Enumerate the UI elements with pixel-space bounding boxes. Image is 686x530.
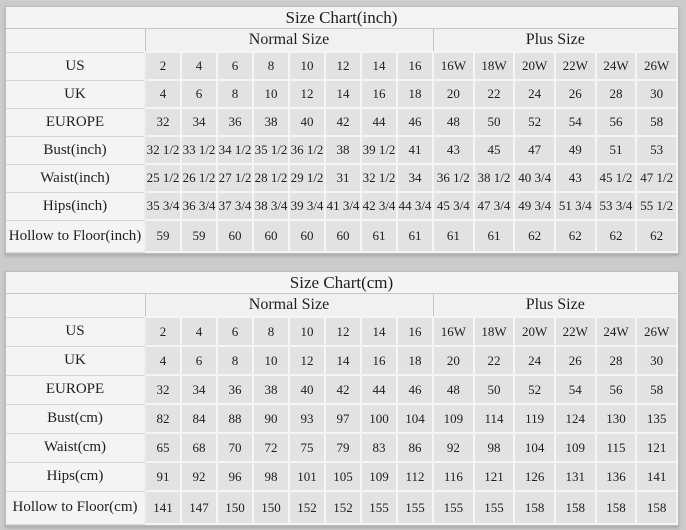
size-value-cell: 52: [514, 108, 555, 136]
size-value-cell: 26 1/2: [181, 164, 217, 192]
group-header-row: [6, 294, 677, 318]
size-value-cell: 91: [145, 462, 181, 491]
size-value-cell: 47: [514, 136, 555, 164]
size-value-cell: 55 1/2: [636, 192, 677, 220]
size-value-cell: 34: [397, 164, 433, 192]
size-value-cell: 105: [325, 462, 361, 491]
size-value-cell: 36: [217, 108, 253, 136]
size-value-cell: 4: [145, 346, 181, 375]
size-value-cell: 155: [397, 491, 433, 524]
size-value-cell: 141: [636, 462, 677, 491]
size-value-cell: 48: [433, 375, 474, 404]
row-label: Bust(inch): [6, 136, 145, 164]
size-value-cell: 40 3/4: [514, 164, 555, 192]
row-label: Waist(cm): [6, 433, 145, 462]
size-value-cell: 155: [361, 491, 397, 524]
size-value-cell: 116: [433, 462, 474, 491]
size-value-cell: 54: [555, 375, 596, 404]
size-value-cell: 32 1/2: [361, 164, 397, 192]
size-value-cell: 16W: [433, 317, 474, 346]
size-value-cell: 32 1/2: [145, 136, 181, 164]
row-label: EUROPE: [6, 108, 145, 136]
size-value-cell: 46: [397, 375, 433, 404]
size-value-cell: 51: [596, 136, 637, 164]
size-value-cell: 158: [636, 491, 677, 524]
size-value-cell: 20W: [514, 317, 555, 346]
size-value-cell: 101: [289, 462, 325, 491]
row-label: Hollow to Floor(cm): [6, 491, 145, 524]
size-value-cell: 25 1/2: [145, 164, 181, 192]
table-title: Size Chart(cm): [6, 272, 677, 294]
size-value-cell: 60: [253, 220, 289, 252]
size-value-cell: 42 3/4: [361, 192, 397, 220]
size-value-cell: 16W: [433, 52, 474, 80]
row-label: UK: [6, 80, 145, 108]
size-value-cell: 92: [181, 462, 217, 491]
size-value-cell: 18: [397, 80, 433, 108]
size-value-cell: 27 1/2: [217, 164, 253, 192]
table-row: [6, 80, 677, 108]
size-value-cell: 4: [181, 52, 217, 80]
size-value-cell: 18: [397, 346, 433, 375]
size-value-cell: 2: [145, 52, 181, 80]
size-value-cell: 44 3/4: [397, 192, 433, 220]
size-value-cell: 86: [397, 433, 433, 462]
size-value-cell: 42: [325, 375, 361, 404]
table-row: [6, 491, 677, 524]
size-value-cell: 30: [636, 80, 677, 108]
size-value-cell: 97: [325, 404, 361, 433]
size-value-cell: 121: [474, 462, 515, 491]
size-value-cell: 18W: [474, 317, 515, 346]
size-value-cell: 38: [325, 136, 361, 164]
size-value-cell: 109: [361, 462, 397, 491]
size-value-cell: 14: [325, 80, 361, 108]
size-value-cell: 70: [217, 433, 253, 462]
row-label: Hollow to Floor(inch): [6, 220, 145, 252]
size-table: [6, 272, 678, 525]
size-value-cell: 36: [217, 375, 253, 404]
size-value-cell: 152: [289, 491, 325, 524]
row-label: UK: [6, 346, 145, 375]
size-value-cell: 112: [397, 462, 433, 491]
size-value-cell: 135: [636, 404, 677, 433]
size-value-cell: 65: [145, 433, 181, 462]
size-value-cell: 37 3/4: [217, 192, 253, 220]
size-value-cell: 44: [361, 375, 397, 404]
size-value-cell: 12: [289, 346, 325, 375]
size-value-cell: 4: [145, 80, 181, 108]
size-value-cell: 38: [253, 108, 289, 136]
size-value-cell: 8: [217, 346, 253, 375]
size-value-cell: 26W: [636, 317, 677, 346]
size-value-cell: 45: [474, 136, 515, 164]
size-value-cell: 45 3/4: [433, 192, 474, 220]
size-value-cell: 18W: [474, 52, 515, 80]
table-row: [6, 192, 677, 220]
size-value-cell: 119: [514, 404, 555, 433]
size-value-cell: 61: [433, 220, 474, 252]
size-value-cell: 28 1/2: [253, 164, 289, 192]
size-value-cell: 60: [325, 220, 361, 252]
size-chart-cm: [5, 271, 679, 526]
size-value-cell: 28: [596, 346, 637, 375]
size-value-cell: 147: [181, 491, 217, 524]
size-value-cell: 8: [253, 317, 289, 346]
size-value-cell: 14: [361, 52, 397, 80]
row-label: Hips(inch): [6, 192, 145, 220]
size-value-cell: 58: [636, 375, 677, 404]
title-row: [6, 272, 677, 294]
size-value-cell: 124: [555, 404, 596, 433]
size-value-cell: 34: [181, 108, 217, 136]
corner-cell: [6, 29, 145, 53]
size-value-cell: 22W: [555, 317, 596, 346]
table-title: Size Chart(inch): [6, 7, 677, 29]
size-value-cell: 49 3/4: [514, 192, 555, 220]
size-value-cell: 26: [555, 346, 596, 375]
row-label: EUROPE: [6, 375, 145, 404]
size-value-cell: 53: [636, 136, 677, 164]
size-value-cell: 136: [596, 462, 637, 491]
size-value-cell: 96: [217, 462, 253, 491]
size-value-cell: 58: [636, 108, 677, 136]
size-value-cell: 26W: [636, 52, 677, 80]
size-value-cell: 14: [325, 346, 361, 375]
size-value-cell: 12: [289, 80, 325, 108]
size-value-cell: 114: [474, 404, 515, 433]
row-label: Hips(cm): [6, 462, 145, 491]
size-value-cell: 109: [555, 433, 596, 462]
size-value-cell: 34: [181, 375, 217, 404]
size-value-cell: 92: [433, 433, 474, 462]
size-value-cell: 62: [555, 220, 596, 252]
size-value-cell: 26: [555, 80, 596, 108]
row-label: Bust(cm): [6, 404, 145, 433]
size-value-cell: 39 3/4: [289, 192, 325, 220]
size-value-cell: 31: [325, 164, 361, 192]
corner-cell: [6, 294, 145, 318]
size-value-cell: 82: [145, 404, 181, 433]
size-value-cell: 40: [289, 108, 325, 136]
size-value-cell: 14: [361, 317, 397, 346]
size-value-cell: 62: [596, 220, 637, 252]
size-value-cell: 88: [217, 404, 253, 433]
size-value-cell: 79: [325, 433, 361, 462]
size-value-cell: 16: [397, 317, 433, 346]
size-value-cell: 20: [433, 346, 474, 375]
size-value-cell: 20W: [514, 52, 555, 80]
size-value-cell: 10: [289, 52, 325, 80]
size-value-cell: 10: [253, 80, 289, 108]
size-value-cell: 59: [145, 220, 181, 252]
size-value-cell: 8: [253, 52, 289, 80]
size-table: [6, 7, 678, 253]
size-value-cell: 54: [555, 108, 596, 136]
size-value-cell: 38 3/4: [253, 192, 289, 220]
size-value-cell: 61: [397, 220, 433, 252]
size-value-cell: 62: [636, 220, 677, 252]
group-header-normal-size: Normal Size: [145, 29, 433, 53]
size-value-cell: 59: [181, 220, 217, 252]
size-value-cell: 38: [253, 375, 289, 404]
size-value-cell: 24: [514, 346, 555, 375]
size-value-cell: 41: [397, 136, 433, 164]
size-value-cell: 49: [555, 136, 596, 164]
table-row: [6, 164, 677, 192]
size-value-cell: 130: [596, 404, 637, 433]
title-row: [6, 7, 677, 29]
size-value-cell: 155: [474, 491, 515, 524]
size-value-cell: 72: [253, 433, 289, 462]
size-value-cell: 75: [289, 433, 325, 462]
size-value-cell: 28: [596, 80, 637, 108]
size-value-cell: 42: [325, 108, 361, 136]
table-row: [6, 317, 677, 346]
size-value-cell: 16: [361, 80, 397, 108]
size-value-cell: 121: [636, 433, 677, 462]
size-value-cell: 33 1/2: [181, 136, 217, 164]
size-value-cell: 8: [217, 80, 253, 108]
size-value-cell: 90: [253, 404, 289, 433]
size-value-cell: 98: [474, 433, 515, 462]
size-value-cell: 109: [433, 404, 474, 433]
size-value-cell: 35 1/2: [253, 136, 289, 164]
group-header-plus-size: Plus Size: [433, 29, 677, 53]
size-value-cell: 6: [181, 346, 217, 375]
table-row: [6, 346, 677, 375]
size-value-cell: 36 1/2: [289, 136, 325, 164]
size-chart-inch: [5, 6, 679, 254]
size-value-cell: 158: [555, 491, 596, 524]
size-value-cell: 12: [325, 52, 361, 80]
size-value-cell: 84: [181, 404, 217, 433]
size-value-cell: 6: [217, 52, 253, 80]
table-row: [6, 52, 677, 80]
group-header-normal-size: Normal Size: [145, 294, 433, 318]
table-row: [6, 108, 677, 136]
size-value-cell: 104: [514, 433, 555, 462]
row-label: Waist(inch): [6, 164, 145, 192]
size-value-cell: 43: [555, 164, 596, 192]
size-value-cell: 56: [596, 375, 637, 404]
size-value-cell: 48: [433, 108, 474, 136]
size-value-cell: 155: [433, 491, 474, 524]
size-value-cell: 10: [289, 317, 325, 346]
size-value-cell: 2: [145, 317, 181, 346]
size-value-cell: 34 1/2: [217, 136, 253, 164]
size-value-cell: 150: [253, 491, 289, 524]
size-value-cell: 47 1/2: [636, 164, 677, 192]
row-label: US: [6, 52, 145, 80]
size-value-cell: 150: [217, 491, 253, 524]
size-value-cell: 52: [514, 375, 555, 404]
size-value-cell: 40: [289, 375, 325, 404]
size-value-cell: 38 1/2: [474, 164, 515, 192]
size-value-cell: 16: [361, 346, 397, 375]
size-value-cell: 100: [361, 404, 397, 433]
size-value-cell: 83: [361, 433, 397, 462]
size-value-cell: 60: [289, 220, 325, 252]
size-value-cell: 22: [474, 80, 515, 108]
size-value-cell: 6: [181, 80, 217, 108]
size-value-cell: 93: [289, 404, 325, 433]
size-value-cell: 24W: [596, 52, 637, 80]
size-value-cell: 4: [181, 317, 217, 346]
table-row: [6, 220, 677, 252]
size-value-cell: 51 3/4: [555, 192, 596, 220]
size-value-cell: 158: [596, 491, 637, 524]
size-value-cell: 98: [253, 462, 289, 491]
size-value-cell: 41 3/4: [325, 192, 361, 220]
size-value-cell: 12: [325, 317, 361, 346]
size-value-cell: 16: [397, 52, 433, 80]
size-value-cell: 46: [397, 108, 433, 136]
size-value-cell: 22W: [555, 52, 596, 80]
size-value-cell: 44: [361, 108, 397, 136]
size-value-cell: 68: [181, 433, 217, 462]
table-row: [6, 433, 677, 462]
size-value-cell: 115: [596, 433, 637, 462]
row-label: US: [6, 317, 145, 346]
size-value-cell: 36 3/4: [181, 192, 217, 220]
size-value-cell: 43: [433, 136, 474, 164]
size-value-cell: 50: [474, 375, 515, 404]
size-value-cell: 47 3/4: [474, 192, 515, 220]
table-row: [6, 136, 677, 164]
size-value-cell: 30: [636, 346, 677, 375]
size-value-cell: 24: [514, 80, 555, 108]
size-value-cell: 61: [474, 220, 515, 252]
size-value-cell: 50: [474, 108, 515, 136]
size-value-cell: 36 1/2: [433, 164, 474, 192]
size-value-cell: 60: [217, 220, 253, 252]
size-value-cell: 32: [145, 375, 181, 404]
size-value-cell: 158: [514, 491, 555, 524]
group-header-row: [6, 29, 677, 53]
size-value-cell: 22: [474, 346, 515, 375]
size-value-cell: 62: [514, 220, 555, 252]
size-value-cell: 61: [361, 220, 397, 252]
size-value-cell: 29 1/2: [289, 164, 325, 192]
group-header-plus-size: Plus Size: [433, 294, 677, 318]
size-value-cell: 35 3/4: [145, 192, 181, 220]
table-row: [6, 462, 677, 491]
size-value-cell: 45 1/2: [596, 164, 637, 192]
size-value-cell: 53 3/4: [596, 192, 637, 220]
size-value-cell: 104: [397, 404, 433, 433]
size-value-cell: 39 1/2: [361, 136, 397, 164]
size-value-cell: 6: [217, 317, 253, 346]
size-value-cell: 126: [514, 462, 555, 491]
table-row: [6, 404, 677, 433]
size-value-cell: 141: [145, 491, 181, 524]
size-value-cell: 131: [555, 462, 596, 491]
size-value-cell: 152: [325, 491, 361, 524]
size-value-cell: 20: [433, 80, 474, 108]
table-row: [6, 375, 677, 404]
size-value-cell: 32: [145, 108, 181, 136]
size-value-cell: 56: [596, 108, 637, 136]
size-value-cell: 24W: [596, 317, 637, 346]
size-value-cell: 10: [253, 346, 289, 375]
